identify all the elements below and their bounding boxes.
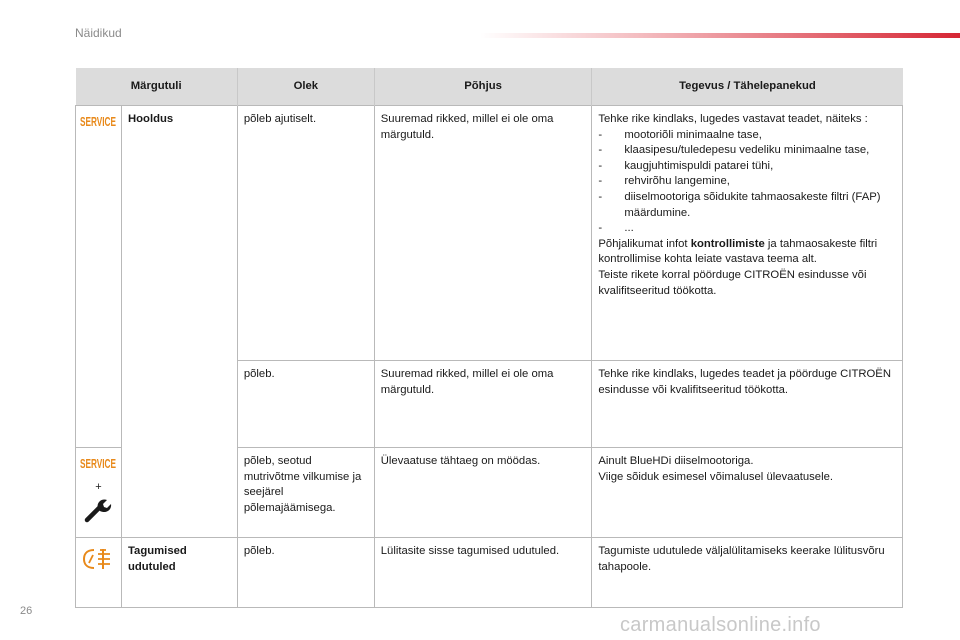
cause-cell xyxy=(374,361,592,448)
plus-sign: + xyxy=(95,480,102,493)
cause-text: Suuremad rikked, millel ei ole oma märgutuld. xyxy=(380,368,554,396)
action-text-2: Viige sõiduk esimesel võimalusel ülevaatusele. xyxy=(598,470,834,483)
watermark: carmanualsonline.info xyxy=(620,614,821,636)
action-other-faults: Teiste rikete korral pöörduge CITROËN esindusse või kvalifitseeritud töökotta. xyxy=(598,268,867,297)
action-more-bold: kontrollimiste xyxy=(690,237,765,250)
wrench-icon xyxy=(84,497,112,523)
page-number: 26 xyxy=(20,605,33,617)
service-icon-cell xyxy=(76,106,122,448)
action-more-text-1: Põhjalikumat infot xyxy=(598,237,691,250)
action-more-info xyxy=(598,237,896,268)
section-title: Näidikud xyxy=(75,26,122,40)
warning-lights-table xyxy=(75,68,903,608)
header-marker-light: Märgutuli xyxy=(76,68,238,106)
action-intro: Tehke rike kindlaks, lugedes vastavat teadet, näiteks : xyxy=(598,113,868,125)
action-list xyxy=(598,128,896,237)
cause-text: Lülitasite sisse tagumised udutuled. xyxy=(380,545,560,557)
header-cause: Põhjus xyxy=(374,68,592,106)
service-wrench-icon-cell xyxy=(76,448,122,538)
service-icon-text: SERVICE xyxy=(80,115,117,129)
action-text: Tehke rike kindlaks, lugedes teadet ja pöörduge CITROËN esindusse või kvalifitseeritud töökotta. xyxy=(598,368,891,396)
action-cell xyxy=(592,448,903,538)
action-more-text-2: ja tahmaosakeste filtri kontrollimise kohta leiate vastava teema alt. xyxy=(598,237,878,266)
list-item: - mootoriõli minimaalne tase, xyxy=(598,128,896,144)
header-accent-bar xyxy=(480,33,960,38)
state-cell xyxy=(237,448,374,538)
state-text: põleb. xyxy=(243,368,275,380)
table-row xyxy=(76,106,903,361)
header-state: Olek xyxy=(237,68,374,106)
table-row xyxy=(76,538,903,608)
state-cell xyxy=(237,361,374,448)
table-header-row xyxy=(76,68,903,106)
rear-fog-light-icon xyxy=(81,546,115,572)
cause-cell xyxy=(374,106,592,361)
fog-icon-cell xyxy=(76,538,122,608)
action-cell xyxy=(592,106,903,361)
state-cell xyxy=(237,106,374,361)
cause-text: Ülevaatuse tähtaeg on möödas. xyxy=(380,455,541,467)
list-item: - kaugjuhtimispuldi patarei tühi, xyxy=(598,159,896,175)
service-name: Hooldus xyxy=(127,113,174,125)
action-cell xyxy=(592,361,903,448)
list-item: - rehvirõhu langemine, xyxy=(598,174,896,190)
list-item: - klaasipesu/tuledepesu vedeliku minimaalne tase, xyxy=(598,143,896,159)
action-cell xyxy=(592,538,903,608)
list-item: - diiselmootoriga sõidukite tahmaosakeste filtri (FAP) määrdumine. xyxy=(598,190,896,221)
service-name-cell xyxy=(121,106,237,538)
state-text: põleb ajutiselt. xyxy=(243,113,317,125)
service-warning-icon xyxy=(78,456,118,470)
fog-name: Tagumised udutuled xyxy=(127,545,187,573)
service-icon-text: SERVICE xyxy=(80,457,117,471)
fog-name-cell xyxy=(121,538,237,608)
action-text-1: Ainult BlueHDi diiselmootoriga. xyxy=(598,455,754,467)
cause-cell xyxy=(374,538,592,608)
state-text: põleb. xyxy=(243,545,275,557)
cause-text: Suuremad rikked, millel ei ole oma märgutuld. xyxy=(380,113,554,141)
service-warning-icon xyxy=(78,114,118,128)
list-item: - ... xyxy=(598,221,896,237)
cause-cell xyxy=(374,448,592,538)
action-text: Tagumiste udutulede väljalülitamiseks keerake lülitusvõru tahapoole. xyxy=(598,545,885,573)
state-cell xyxy=(237,538,374,608)
state-text: põleb, seotud mutrivõtme vilkumise ja seejärel põlemajäämisega. xyxy=(243,455,362,514)
header-action: Tegevus / Tähelepanekud xyxy=(592,68,903,106)
